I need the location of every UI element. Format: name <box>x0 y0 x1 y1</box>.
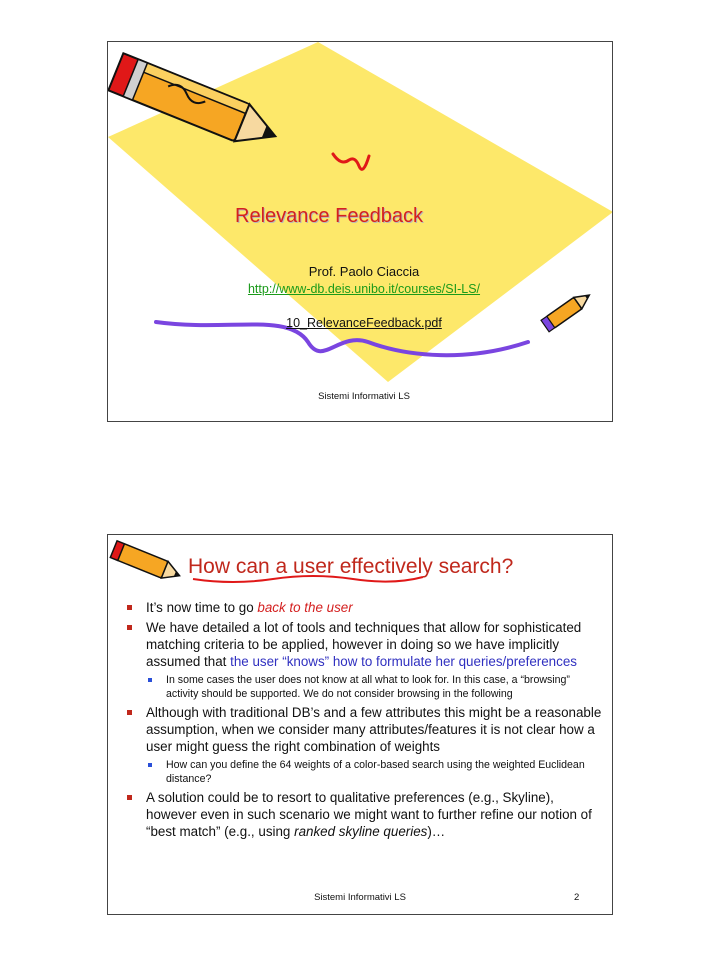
sub-bullet-item: In some cases the user does not know at all what to look for. In this case, a “browsing” activity should be supported. We do not consider browsing in the following <box>122 673 602 701</box>
title-slide <box>107 41 613 422</box>
presentation-title: Relevance Feedback <box>235 205 423 227</box>
bullet-text: A solution could be to resort to qualitative preferences (e.g., Skyline), however even in such scenario we might want to further refine our notion of “best match” (e.g., using <box>146 790 592 839</box>
sub-bullet-item: How can you define the 64 weights of a color-based search using the weighted Euclidean distance? <box>122 758 602 786</box>
content-slide <box>107 534 613 915</box>
course-link[interactable]: http://www-db.deis.unibo.it/courses/SI-LS/ <box>247 282 481 296</box>
emphasis-text: back to the user <box>257 600 353 615</box>
slide-footer: Sistemi Informativi LS <box>314 892 406 903</box>
bullet-text: It’s now time to go <box>146 600 258 615</box>
slide-footer: Sistemi Informativi LS <box>318 391 410 402</box>
bullet-list <box>122 599 602 843</box>
slide-background-graphic <box>108 42 613 422</box>
bullet-text: We have detailed a lot of tools and techniques that allow for sophisticated matching criteria to be applied, however in doing so we have implicitly assumed that <box>146 620 582 669</box>
file-name: 10_RelevanceFeedback.pdf <box>286 316 442 330</box>
bullet-item <box>122 599 602 616</box>
page-number: 2 <box>574 892 580 903</box>
author-name: Prof. Paolo Ciaccia <box>308 264 420 279</box>
bullet-text: )… <box>427 824 446 839</box>
bullet-item <box>122 789 602 840</box>
bullet-item: Although with traditional DB’s and a few attributes this might be a reasonable assumption, when we consider many attributes/features it is not clear how a user might guess the right combination of weights <box>122 704 602 755</box>
emphasis-text: the user “knows” how to formulate her queries/preferences <box>230 654 577 669</box>
bullet-item <box>122 619 602 670</box>
pencil-icon <box>110 541 183 584</box>
slide-title: How can a user effectively search? <box>188 555 514 578</box>
emphasis-text: ranked skyline queries <box>294 824 428 839</box>
